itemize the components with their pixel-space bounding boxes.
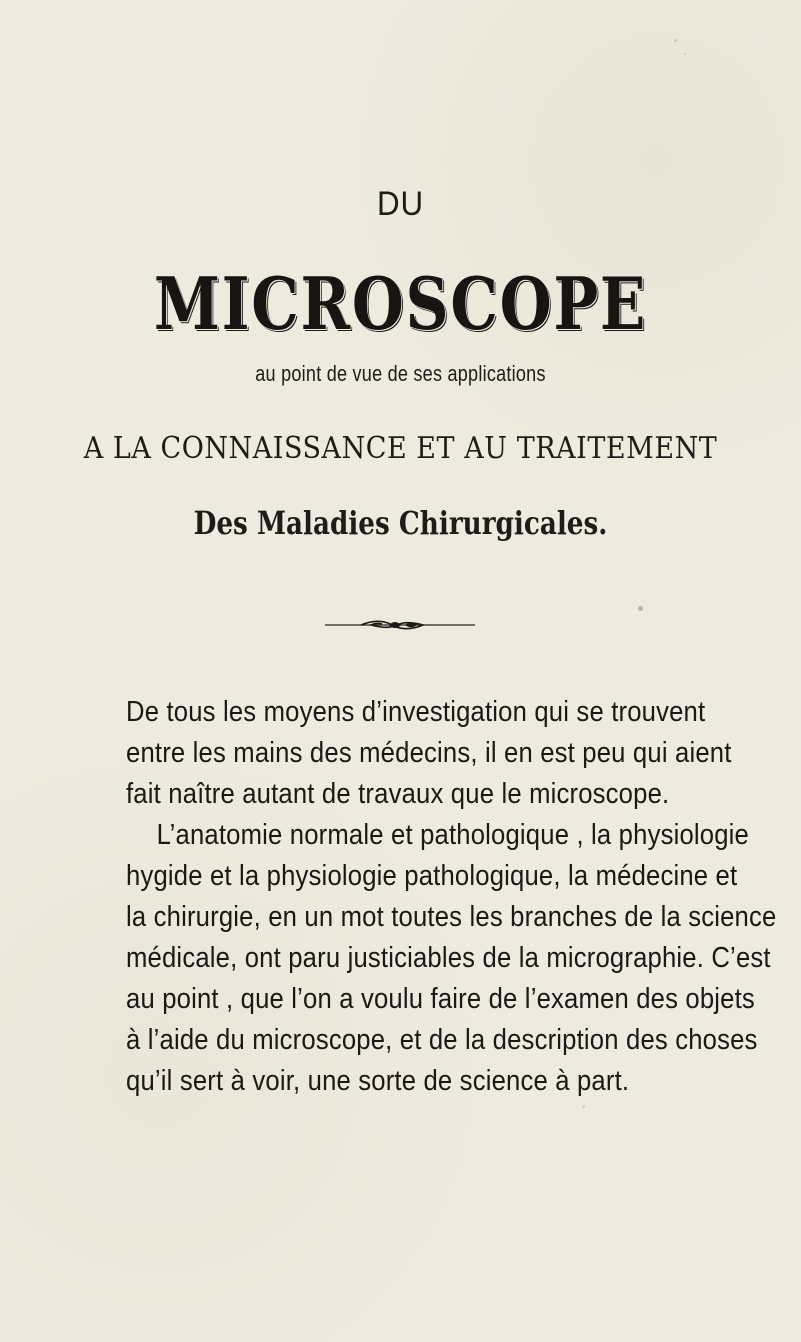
body-line: à l’aide du microscope, et de la description des choses: [126, 1024, 758, 1056]
body-line: au point , que l’on a voulu faire de l’examen des objets: [126, 983, 755, 1015]
body-line: qu’il sert à voir, une sorte de science à part.: [126, 1065, 630, 1097]
ornament-divider: [325, 618, 475, 632]
paper-speck: [674, 39, 677, 42]
body-line: hygide et la physiologie pathologique, la médecine et: [126, 860, 738, 892]
paper-speck: [582, 1105, 585, 1108]
body-text: [126, 692, 777, 1102]
body-line: entre les mains des médecins, il en est peu qui aient: [126, 737, 732, 769]
document-subtitle-bold: Des Maladies Chirurgicales.: [193, 504, 608, 542]
paper-speck: [684, 53, 686, 55]
document-heading-small: DU: [376, 185, 425, 223]
document-subtitle-main: A LA CONNAISSANCE ET AU TRAITEMENT: [83, 431, 718, 466]
document-subtitle-small: au point de vue de ses applications: [255, 361, 546, 386]
document-title: MICROSCOPE: [153, 261, 648, 346]
body-line: médicale, ont paru justiciables de la micrographie. C’est: [126, 942, 771, 974]
body-line: L’anatomie normale et pathologique , la physiologie: [156, 819, 750, 851]
body-line: fait naître autant de travaux que le microscope.: [126, 778, 670, 810]
body-line: De tous les moyens d’investigation qui se trouvent: [126, 696, 706, 728]
paper-speck: [638, 606, 643, 611]
body-line: la chirurgie, en un mot toutes les branches de la science: [126, 901, 777, 933]
